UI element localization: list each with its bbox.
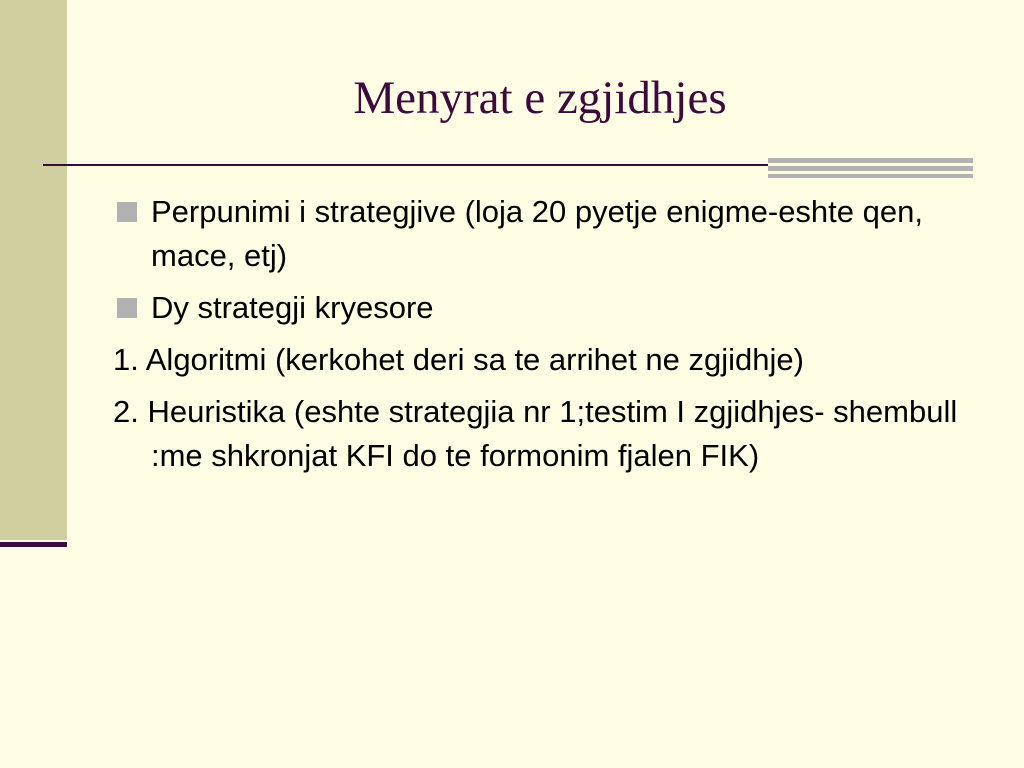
numbered-text: 1. Algoritmi (kerkohet deri sa te arrihet ne zgjidhje) <box>113 342 804 377</box>
slide-title: Menyrat e zgjidhjes <box>353 72 727 124</box>
side-decor-line <box>0 542 67 547</box>
divider-accent-bar <box>768 174 973 178</box>
numbered-text: 2. Heuristika (eshte strategjia nr 1;testim I zgjidhjes- shembull :me shkronjat KFI do te formonim fjalen FIK) <box>113 394 958 473</box>
divider-accent-bar <box>768 166 973 171</box>
square-bullet-icon <box>117 202 137 222</box>
numbered-item <box>113 390 973 478</box>
bullet-item <box>113 190 973 278</box>
numbered-item <box>113 338 973 382</box>
bullet-item <box>113 286 973 330</box>
divider-accent-bar <box>768 158 973 163</box>
bullet-text: Dy strategji kryesore <box>151 290 434 325</box>
slide-body-list <box>113 190 973 486</box>
bullet-text: Perpunimi i strategjive (loja 20 pyetje enigme-eshte qen, mace, etj) <box>151 194 923 273</box>
side-decor-band <box>0 0 67 540</box>
square-bullet-icon <box>117 298 137 318</box>
title-divider <box>43 164 768 166</box>
